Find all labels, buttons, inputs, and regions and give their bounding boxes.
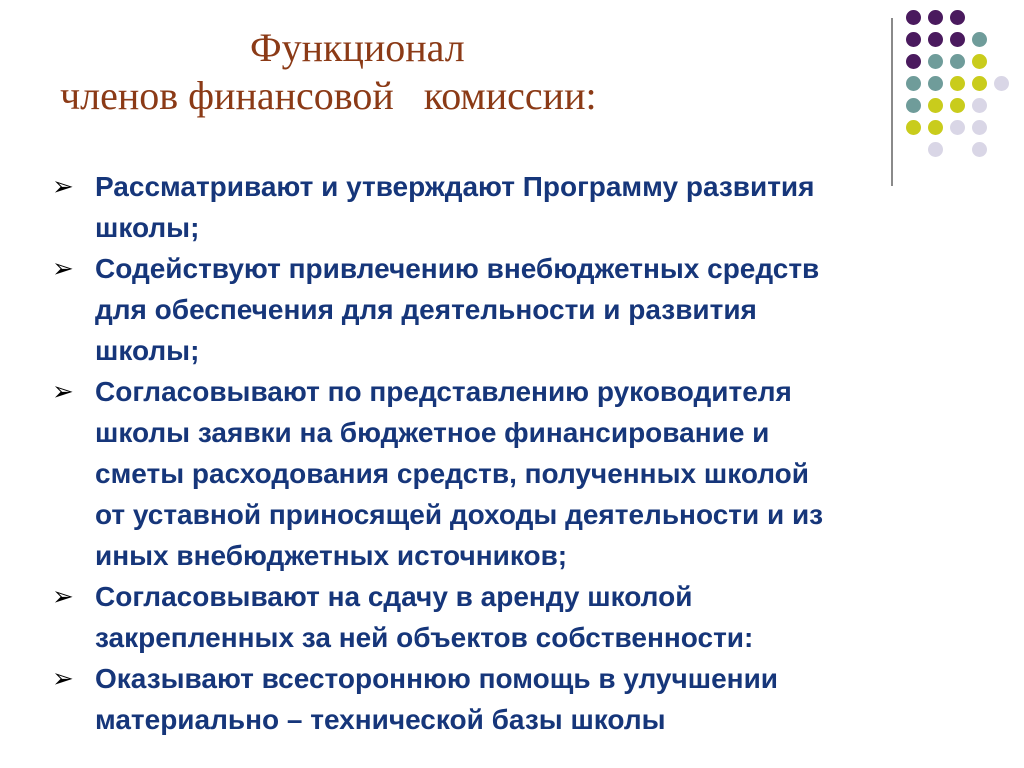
decorative-dot (928, 142, 943, 157)
arrow-bullet-icon: ➢ (52, 171, 74, 201)
decorative-dot (950, 76, 965, 91)
decorative-dot (994, 76, 1009, 91)
decorative-dot (950, 120, 965, 135)
bullet-text: Рассматривают и утверждают Программу развития школы; (95, 171, 815, 243)
bullet-list (52, 166, 1002, 740)
decorative-dot (972, 76, 987, 91)
decorative-dot (928, 54, 943, 69)
bullet-text: Содействуют привлечению внебюджетных средств для обеспечения для деятельности и развития школы; (95, 253, 820, 366)
decorative-dot (972, 120, 987, 135)
arrow-bullet-icon: ➢ (52, 663, 74, 693)
bullet-item (52, 658, 1002, 740)
decorative-dot (906, 98, 921, 113)
decorative-dot (906, 10, 921, 25)
decorative-dot (906, 54, 921, 69)
decorative-dot (972, 54, 987, 69)
decorative-dot (928, 32, 943, 47)
decorative-dot (950, 10, 965, 25)
bullet-text: Оказывают всестороннюю помощь в улучшении материально – технической базы школы (95, 663, 779, 735)
decorative-dot (906, 32, 921, 47)
decorative-dot (950, 98, 965, 113)
bullet-text: Согласовывают по представлению руководителя школы заявки на бюджетное финансирование и сметы расходования средств, полученных школой от уставной приносящей доходы деятельности и из иных внебюджетных источников; (95, 376, 824, 571)
decorative-dot (906, 120, 921, 135)
decorative-dot (928, 76, 943, 91)
slide-title-line-2: членов финансовой комиссии: (60, 73, 597, 118)
decorative-dot (972, 98, 987, 113)
arrow-bullet-icon: ➢ (52, 253, 74, 283)
bullet-item (52, 576, 1002, 658)
decorative-dot (928, 98, 943, 113)
bullet-text: Согласовывают на сдачу в аренду школой закрепленных за ней объектов собственности: (95, 581, 754, 653)
slide-title-line-1: Функционал (250, 25, 465, 70)
vertical-divider (891, 18, 893, 186)
arrow-bullet-icon: ➢ (52, 376, 74, 406)
bullet-item (52, 166, 1002, 248)
decorative-dot (950, 54, 965, 69)
slide-title (0, 24, 880, 120)
bullet-item (52, 371, 1002, 576)
decorative-dot (928, 10, 943, 25)
decorative-dot (950, 32, 965, 47)
arrow-bullet-icon: ➢ (52, 581, 74, 611)
decorative-dot (972, 32, 987, 47)
decorative-dot (972, 142, 987, 157)
bullet-item (52, 248, 1002, 371)
decorative-dot (928, 120, 943, 135)
decorative-dot (906, 76, 921, 91)
